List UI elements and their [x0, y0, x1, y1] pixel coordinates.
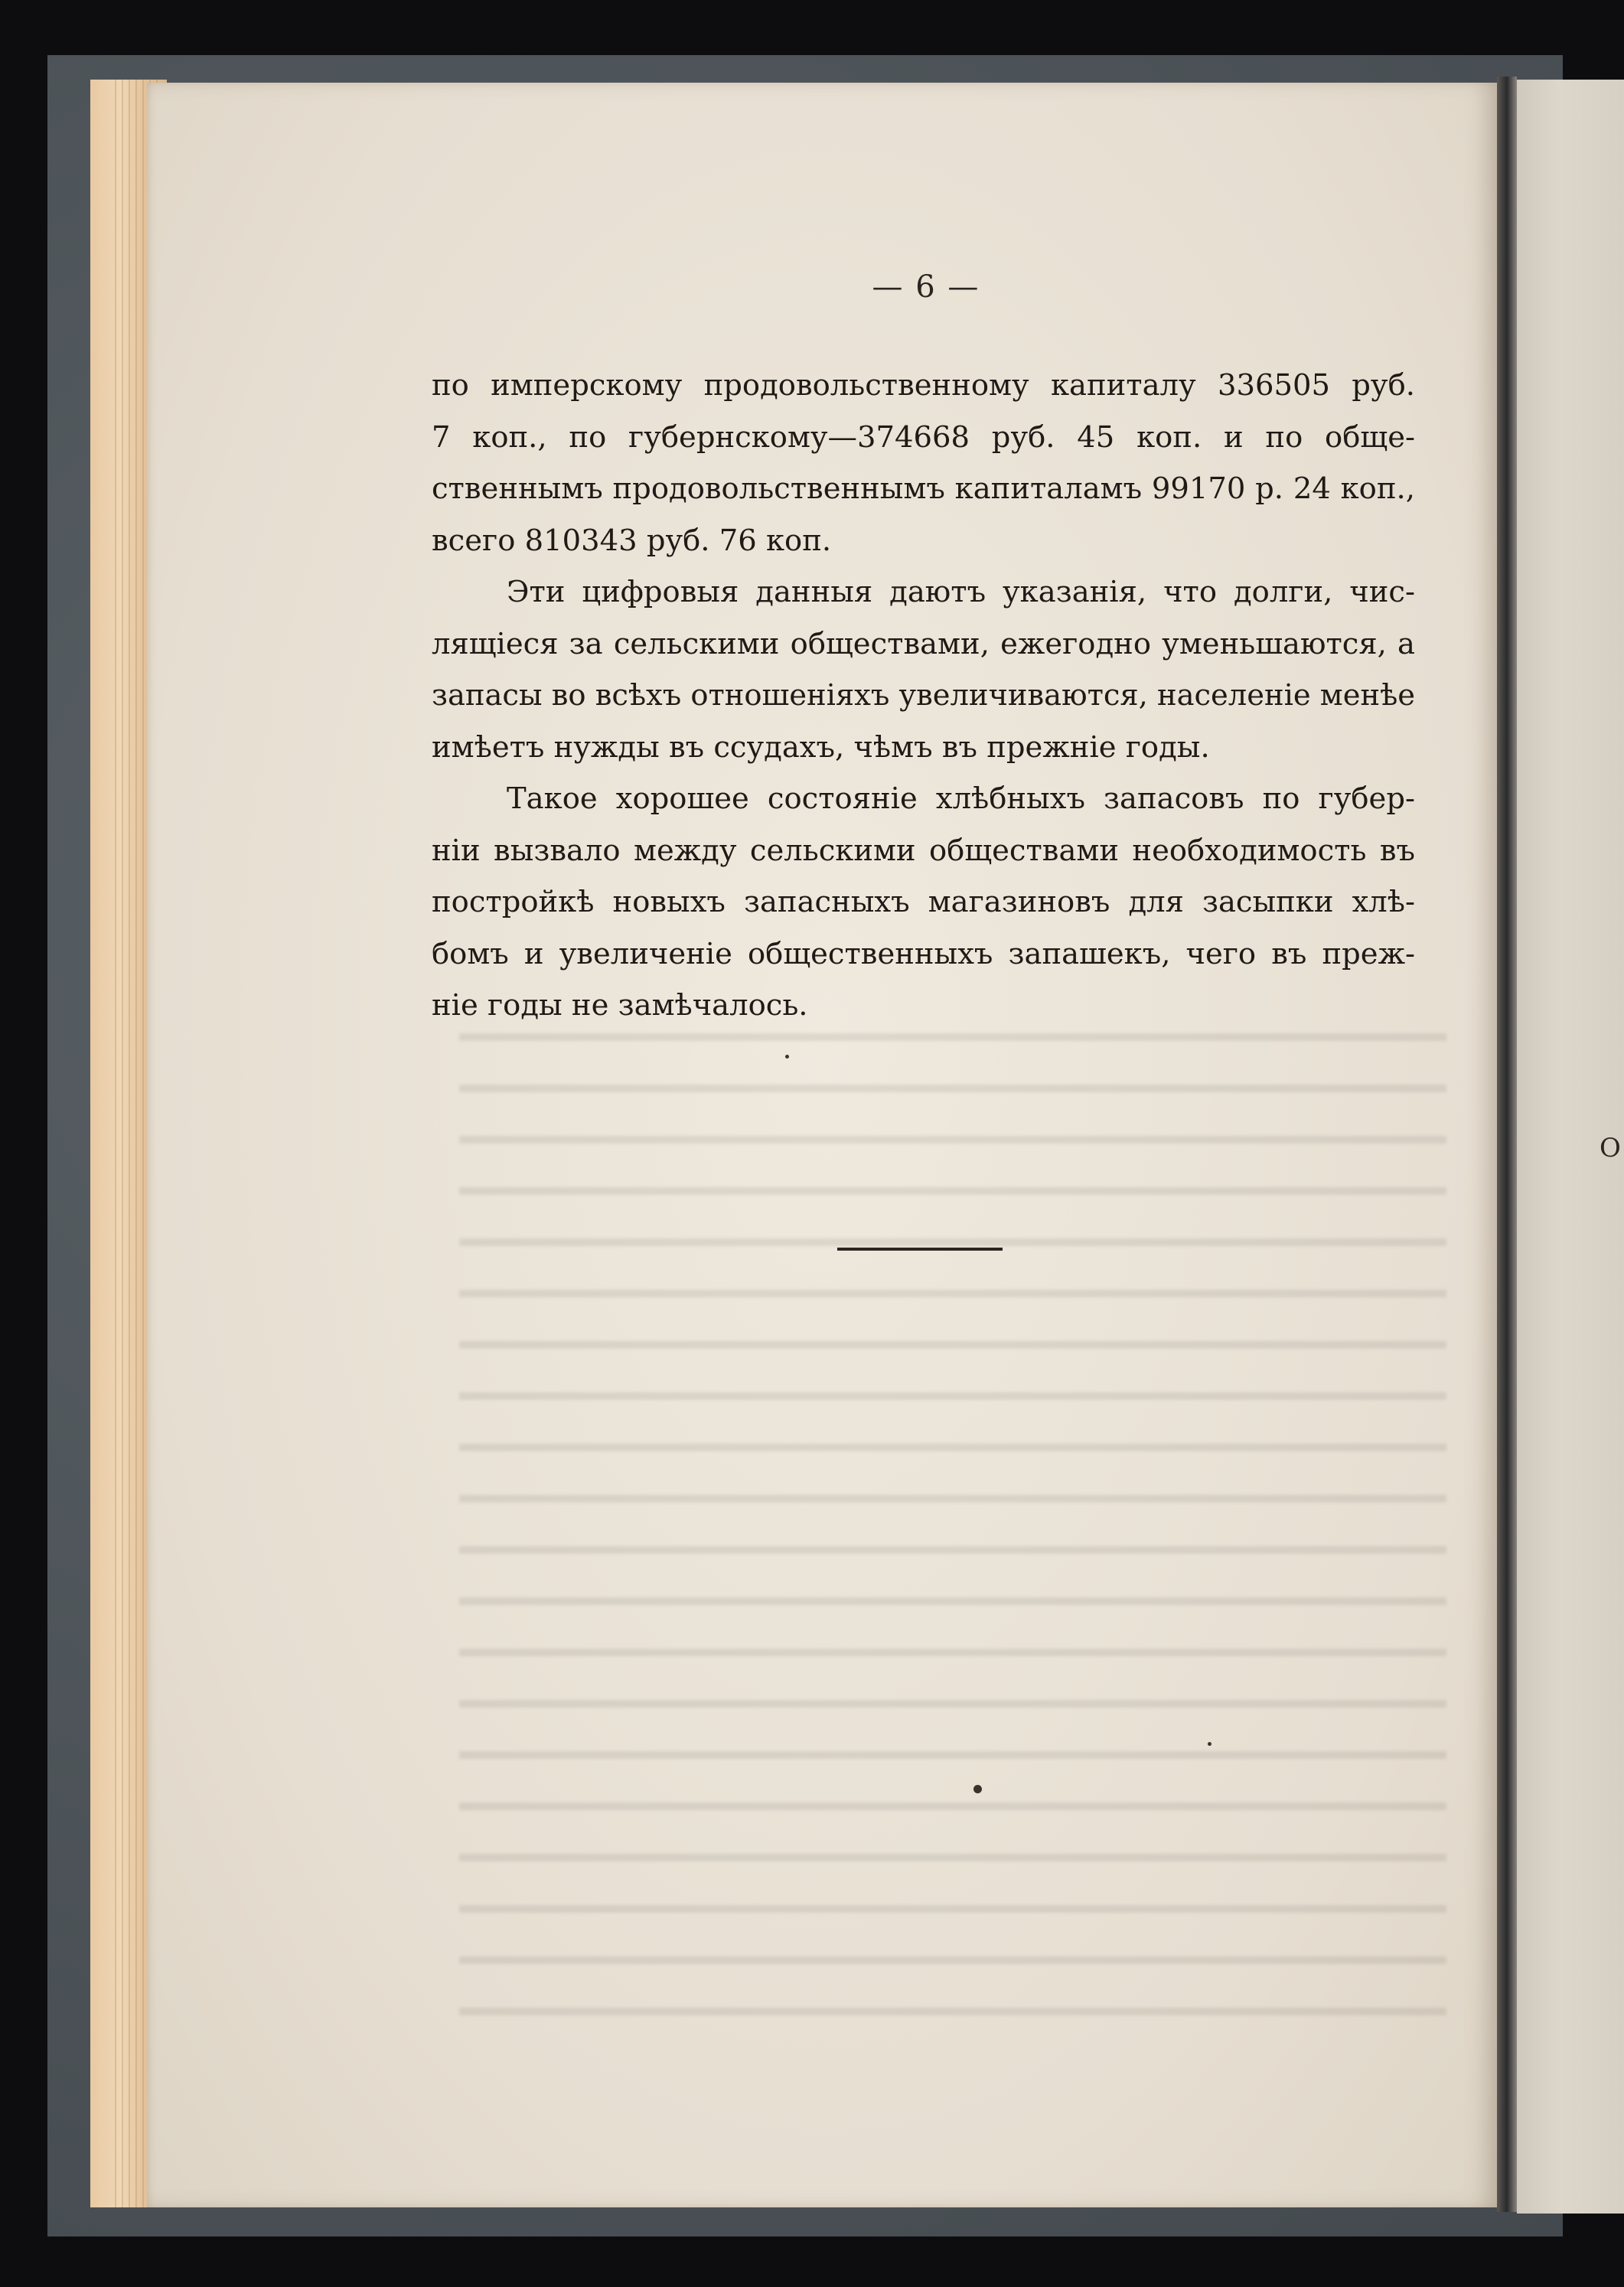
facing-page-glyph: О: [1600, 1133, 1621, 1163]
text-line: ніи вызвало между сельскими обществами необходимость въ: [432, 833, 1415, 868]
text-line: 7 коп., по губернскому—374668 руб. 45 коп. и по обще-: [432, 419, 1415, 455]
text-line: Эти цифровыя данныя даютъ указанія, что долги, чис-: [507, 575, 1415, 609]
show-through-text: [459, 1010, 1446, 2021]
text-line: ніе годы не замѣчалось.: [432, 988, 808, 1023]
page-number: — 6 —: [872, 269, 980, 305]
speck: [785, 1055, 789, 1059]
text-line: имѣетъ нужды въ ссудахъ, чѣмъ въ прежніе годы.: [432, 729, 1210, 765]
text-line: запасы во всѣхъ отношеніяхъ увеличиваются, населеніе менѣе: [432, 678, 1415, 713]
text-line: постройкѣ новыхъ запасныхъ магазиновъ для засыпки хлѣ-: [432, 885, 1415, 919]
body-text: [432, 360, 1415, 1032]
text-line: по имперскому продовольственному капиталу 336505 руб.: [432, 368, 1415, 403]
speck: [973, 1785, 982, 1793]
text-line: лящіеся за сельскими обществами, ежегодно уменьшаются, а: [432, 626, 1415, 661]
text-line: бомъ и увеличеніе общественныхъ запашекъ, чего въ преж-: [432, 936, 1415, 971]
text-line: ственнымъ продовольственнымъ капиталамъ 99170 р. 24 коп.,: [432, 471, 1415, 506]
text-line: всего 810343 руб. 76 коп.: [432, 523, 832, 558]
book-gutter: [1497, 77, 1517, 2212]
text-line: Такое хорошее состояніе хлѣбныхъ запасовъ по губер-: [507, 781, 1415, 816]
speck: [1208, 1742, 1211, 1746]
end-rule: [837, 1248, 1003, 1251]
